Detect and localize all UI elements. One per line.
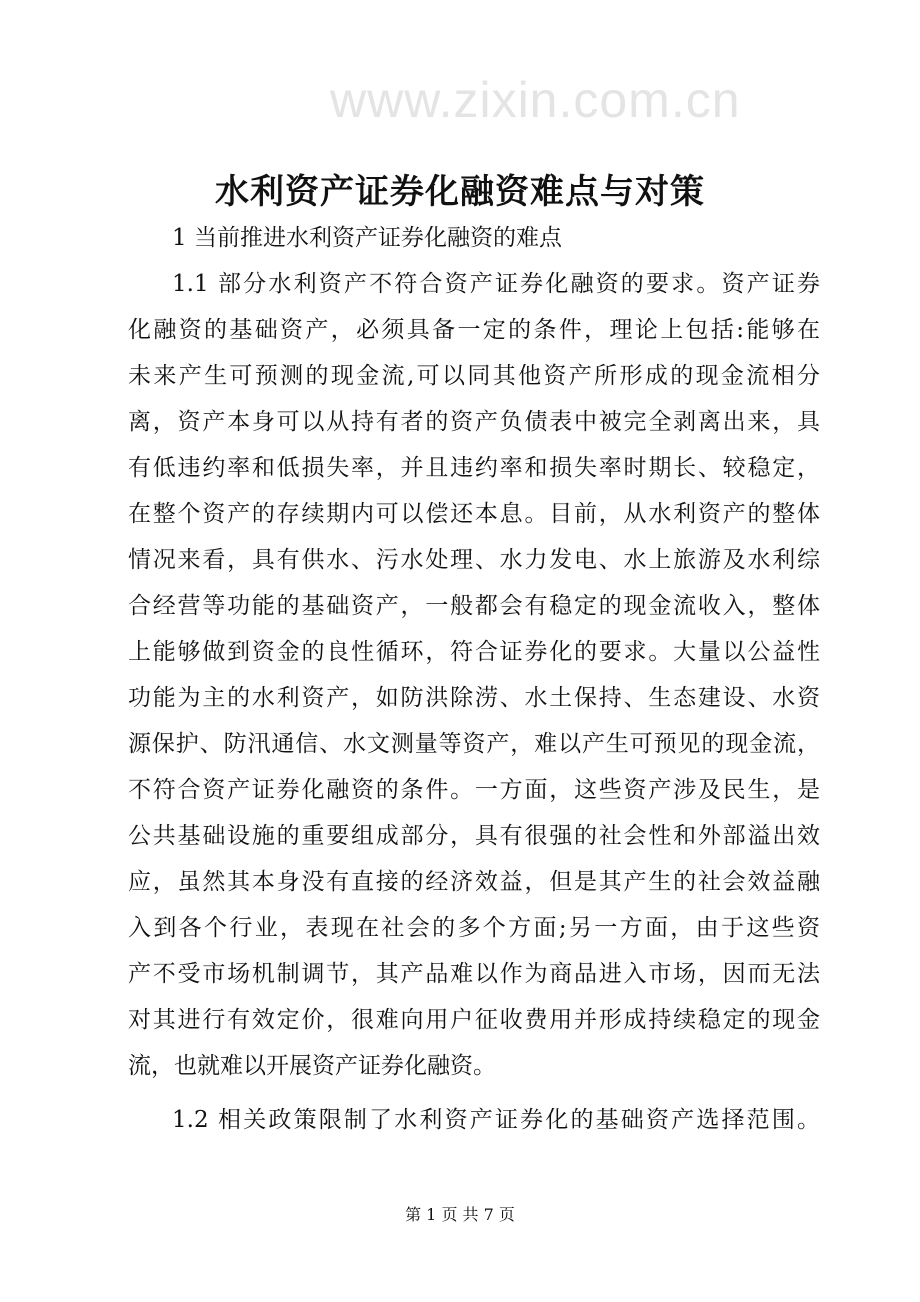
watermark: www.zixin.com.cn (330, 72, 741, 128)
page-footer: 第 1 页 共 7 页 (405, 1205, 515, 1224)
paragraph-line: 1.1 部分水利资产不符合资产证券化融资的要求。资产证券 (172, 271, 820, 297)
paragraph-line: 未来产生可预测的现金流,可以同其他资产所形成的现金流相分 (128, 363, 820, 389)
paragraph-line: 对其进行有效定价，很难向用户征收费用并形成持续稳定的现金 (128, 1007, 820, 1033)
paragraph-line: 化融资的基础资产，必须具备一定的条件，理论上包括:能够在 (128, 317, 820, 343)
paragraph-line: 不符合资产证券化融资的条件。一方面，这些资产涉及民生，是 (128, 777, 820, 803)
document-title: 水利资产证券化融资难点与对策 (215, 172, 705, 212)
paragraph-line: 源保护、防汛通信、水文测量等资产，难以产生可预见的现金流， (128, 731, 820, 757)
paragraph-line: 公共基础设施的重要组成部分，具有很强的社会性和外部溢出效 (128, 823, 820, 849)
paragraph-line: 产不受市场机制调节，其产品难以作为商品进入市场，因而无法 (128, 961, 820, 987)
paragraph-line: 流，也就难以开展资产证券化融资。 (128, 1053, 496, 1079)
paragraph-line: 入到各个行业，表现在社会的多个方面;另一方面，由于这些资 (128, 915, 820, 941)
paragraph-line: 合经营等功能的基础资产，一般都会有稳定的现金流收入，整体 (128, 593, 820, 619)
paragraph-line: 情况来看，具有供水、污水处理、水力发电、水上旅游及水利综 (128, 547, 820, 573)
paragraph-line: 应，虽然其本身没有直接的经济效益，但是其产生的社会效益融 (128, 869, 820, 895)
section-heading-line: 1 当前推进水利资产证券化融资的难点 (172, 225, 562, 251)
section-heading-line: 1.2 相关政策限制了水利资产证券化的基础资产选择范围。 (172, 1107, 820, 1133)
paragraph-line: 功能为主的水利资产，如防洪除涝、水土保持、生态建设、水资 (128, 685, 820, 711)
paragraph-line: 上能够做到资金的良性循环，符合证券化的要求。大量以公益性 (128, 639, 820, 665)
paragraph-line: 离，资产本身可以从持有者的资产负债表中被完全剥离出来，具 (128, 409, 820, 435)
paragraph-line: 有低违约率和低损失率，并且违约率和损失率时期长、较稳定， (128, 455, 820, 481)
paragraph-line: 在整个资产的存续期内可以偿还本息。目前，从水利资产的整体 (128, 501, 820, 527)
